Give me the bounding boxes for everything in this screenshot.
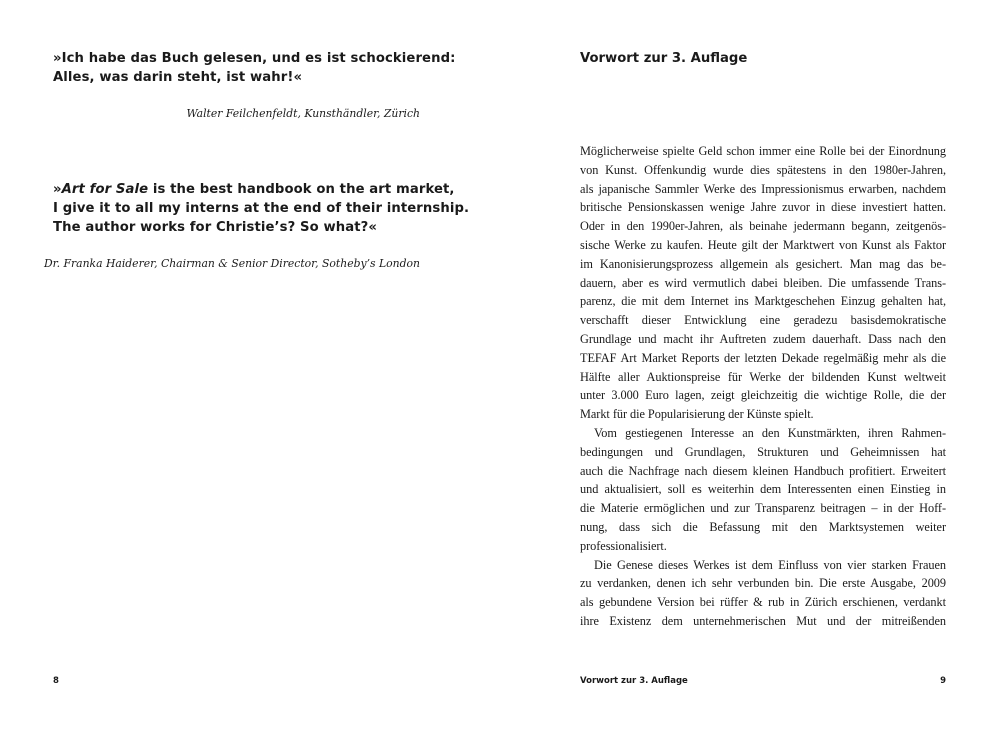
body-line: im Kanonisierungsprozess allgemein als gesichert. Man mag das be- (580, 256, 946, 271)
body-line: Möglicherweise spielte Geld schon immer eine Rolle bei der Einordnung (580, 144, 946, 158)
body-line: als gebundene Version bei rüffer & rub in Zürich erschienen, verdankt (580, 595, 946, 610)
body-line: ihre Existenz dem unternehmerischen Mut und der mitreißenden (580, 613, 946, 628)
body-line: dauern, aber es wird vermutlich dabei bleiben. Die umfassende Trans- (580, 275, 946, 290)
body-line: verschafft dieser Entwicklung eine geradezu basisdemokratische (580, 313, 946, 328)
body-line: unter 3.000 Euro lagen, zeigt gleichzeitig die wichtige Rolle, die der (580, 388, 946, 403)
quote-1-line-2: Alles, was darin steht, ist wahr!« (53, 70, 303, 85)
running-head: Vorwort zur 3. Auflage (580, 676, 688, 686)
body-line: nung, dass sich die Befassung mit den Marktsystemen weiter (580, 519, 946, 534)
body-line: Hälfte aller Auktionspreise für Werke der bildenden Kunst weltweit (580, 369, 946, 384)
body-line: von Kunst. Offenkundig wurde dies spätestens in den 1980er-Jahren, (580, 162, 946, 177)
body-line: Die Genese dieses Werkes ist dem Einfluss von vier starken Frauen (594, 557, 946, 572)
attribution-2: Dr. Franka Haiderer, Chairman & Senior Director, Sotheby’s London (44, 257, 420, 270)
body-text (580, 142, 946, 631)
quote-2-line-1-rest: is the best handbook on the art market, (148, 182, 455, 197)
body-line: zu verdanken, denen ich sehr verbunden bin. Die erste Ausgabe, 2009 (580, 576, 946, 591)
quote-2-line-2: I give it to all my interns at the end of their internship. (53, 201, 470, 216)
body-line: als japanische Sammler Werke des Impressionismus erwarben, nachdem (580, 181, 946, 196)
quote-2-book-title: Art for Sale (61, 182, 149, 197)
body-line: bedingungen und Grundlagen, Strukturen und Geheimnissen hat (580, 444, 946, 459)
quote-2-line-3: The author works for Christie’s? So what?« (53, 220, 378, 235)
chapter-title: Vorwort zur 3. Auflage (580, 51, 748, 66)
body-line: TEFAF Art Market Reports der letzten Dekade regelmäßig mehr als die (580, 350, 946, 365)
quote-2-open-mark: » (53, 182, 62, 197)
body-line: Markt für die Popularisierung der Künste spielt. (580, 407, 814, 422)
body-line: sische Werke zu kaufen. Heute gilt der Marktwert von Kunst als Faktor (580, 237, 946, 252)
body-line: auch die Nachfrage nach diesem kleinen Handbuch profitiert. Erweitert (580, 463, 946, 478)
page-number-left: 8 (53, 676, 59, 686)
body-line: professionalisiert. (580, 538, 667, 553)
body-line: Oder in den 1990er-Jahren, als beinahe jedermann begann, zeitgenös- (580, 219, 946, 234)
body-line: die Materie ermöglichen und zur Transparenz beitragen – in der Hoff- (580, 501, 946, 516)
attribution-1: Walter Feilchenfeldt, Kunsthändler, Zürich (186, 107, 420, 120)
quote-2 (53, 180, 470, 237)
quote-1-line-1: »Ich habe das Buch gelesen, und es ist schockierend: (53, 51, 456, 66)
page-number-right: 9 (940, 676, 946, 686)
right-page (500, 0, 1000, 731)
body-line: parenz, die mit dem Internet ins Marktgeschehen Einzug gehalten hat, (580, 294, 946, 309)
body-line: britische Pensionskassen wenige Jahre zuvor in diese investiert hatten. (580, 200, 946, 215)
quote-2-line-1 (53, 180, 455, 199)
body-line: und aktualisiert, soll es weiterhin dem Interessenten einen Einstieg in (580, 482, 946, 497)
body-line: Vom gestiegenen Interesse an den Kunstmärkten, ihren Rahmen- (594, 425, 946, 440)
body-line: Grundlage und macht ihr Auftreten zudem dauerhaft. Dass nach den (580, 331, 946, 346)
quote-1 (53, 49, 456, 87)
